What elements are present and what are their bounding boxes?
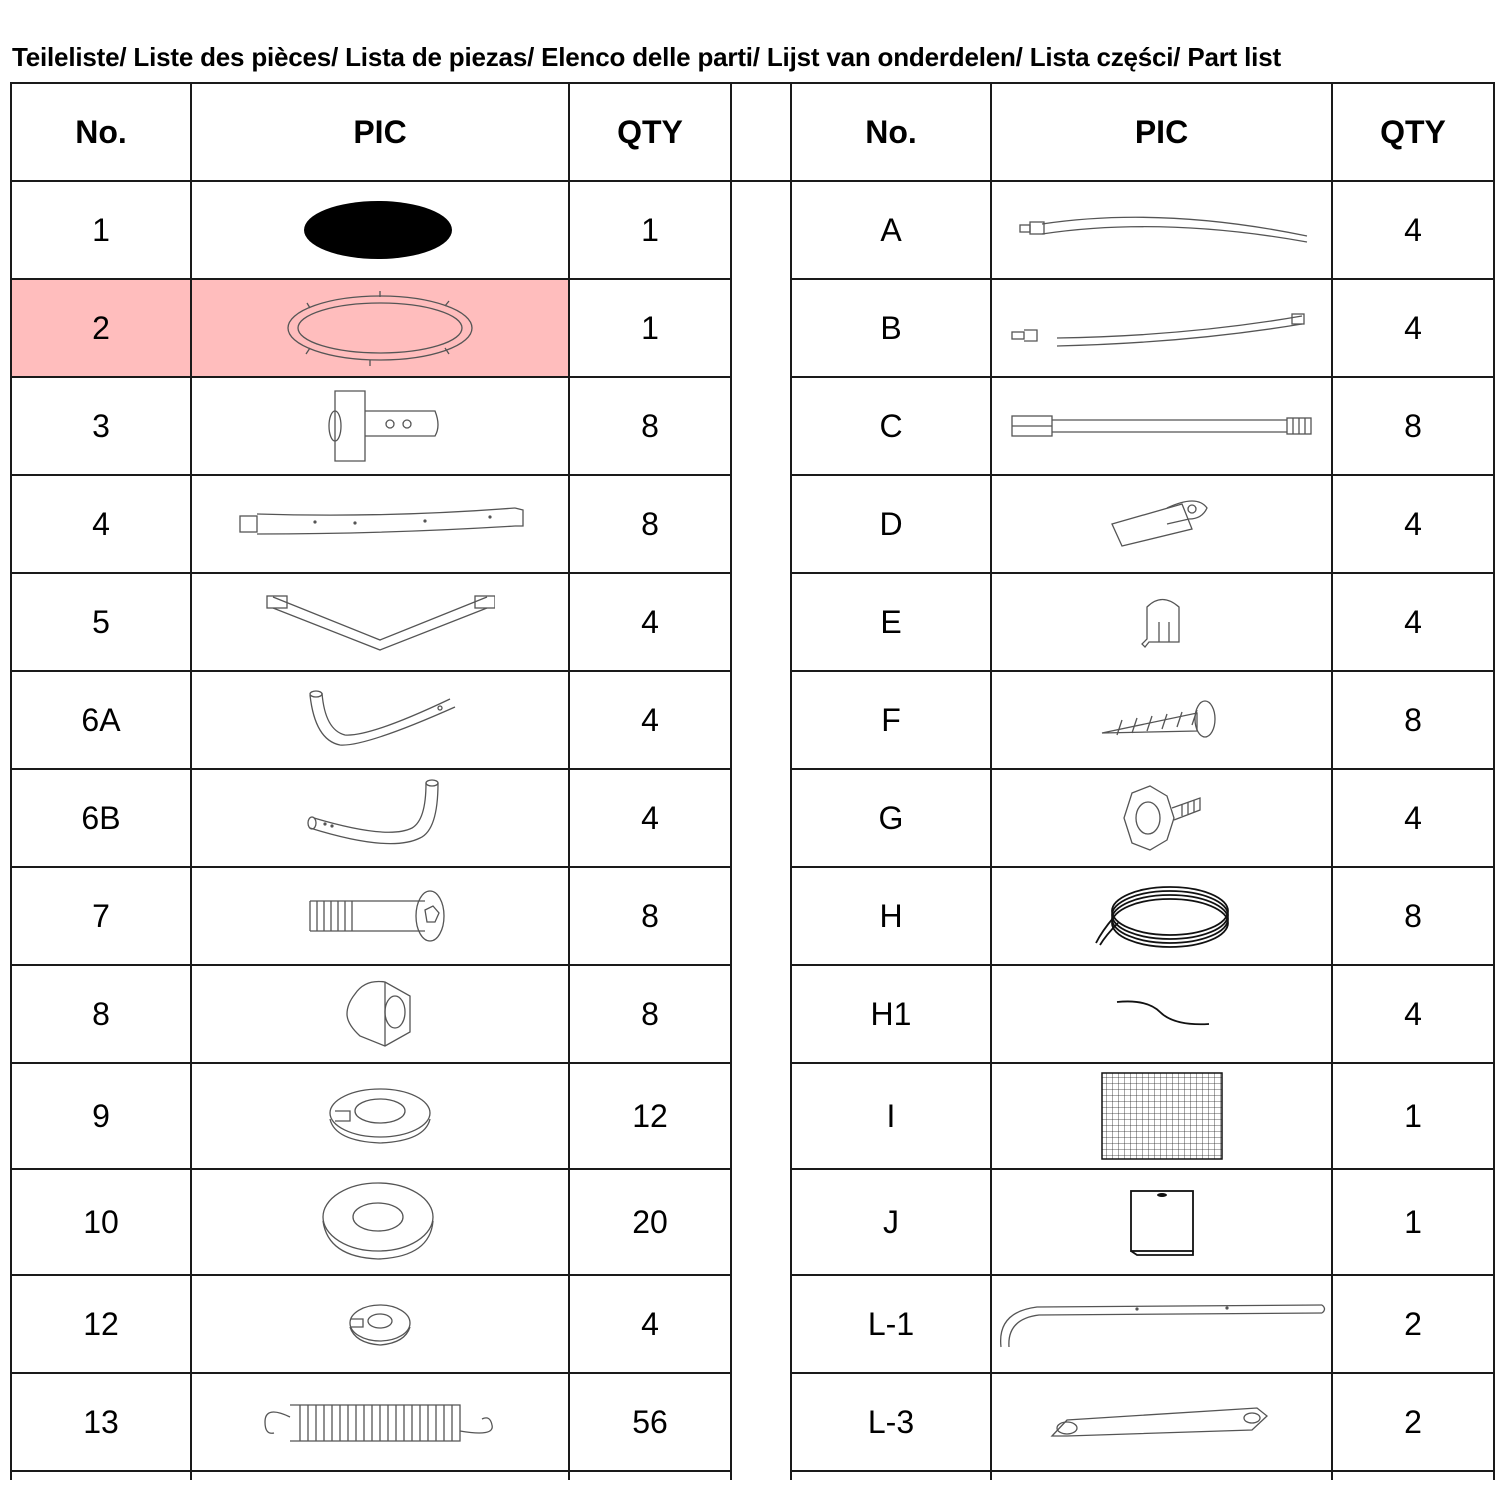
part-picture [191,475,569,573]
header-no: No. [791,83,991,181]
part-quantity: 4 [569,769,731,867]
part-quantity: 4 [1332,279,1494,377]
part-picture [191,279,569,377]
part-quantity: 2 [1332,1275,1494,1373]
part-quantity: 4 [569,671,731,769]
part-picture [991,279,1332,377]
part-number: 9 [11,1063,191,1169]
part-number: J [791,1169,991,1275]
table-row [11,671,1494,769]
part-picture [991,965,1332,1063]
small-washer-icon [345,1299,415,1349]
table-row [11,377,1494,475]
part-picture [991,867,1332,965]
part-number: 10 [11,1169,191,1275]
bent-tube-a-icon [295,685,465,755]
part-number: 2 [11,279,191,377]
parts-table [10,82,1495,1480]
header-pic: PIC [991,83,1332,181]
table-row [11,181,1494,279]
part-picture [991,573,1332,671]
part-number: C [791,377,991,475]
part-number: B [791,279,991,377]
part-picture [191,1373,569,1471]
end-cap-icon [1137,592,1187,652]
bent-tube-b-icon [300,778,460,858]
table-row [11,1169,1494,1275]
part-quantity: 4 [1332,769,1494,867]
part-quantity: 4 [1332,965,1494,1063]
part-picture [991,1063,1332,1169]
part-picture [991,475,1332,573]
part-quantity: 1 [1332,1063,1494,1169]
part-number: 6A [11,671,191,769]
spring-icon [260,1397,500,1447]
part-picture [191,965,569,1063]
part-number: H [791,867,991,965]
part-picture [191,573,569,671]
part-picture [191,1169,569,1275]
frame-tube-icon [235,504,525,544]
t-connector-icon [315,381,445,471]
part-quantity: 4 [1332,475,1494,573]
table-row [11,1063,1494,1169]
mat-icon [300,195,460,265]
part-quantity: 1 [569,181,731,279]
part-picture [991,769,1332,867]
part-picture [991,181,1332,279]
part-number: 6B [11,769,191,867]
short-bar-icon [1047,1402,1277,1442]
pad-ring-icon [280,288,480,368]
table-row [11,1373,1494,1471]
part-quantity: 1 [1332,1169,1494,1275]
part-number: 7 [11,867,191,965]
part-quantity: 1 [569,279,731,377]
header-no: No. [11,83,191,181]
part-quantity: 8 [569,965,731,1063]
part-number: 13 [11,1373,191,1471]
net-icon [1100,1071,1224,1161]
curved-pole-b-icon [1007,308,1317,348]
column-gap [731,83,791,181]
knob-icon [1112,778,1212,858]
nut-icon [335,974,425,1054]
part-quantity: 8 [569,475,731,573]
part-quantity: 20 [569,1169,731,1275]
screw-icon [1097,695,1227,745]
table-row [11,1275,1494,1373]
curved-pole-icon [1012,210,1312,250]
v-leg-icon [265,592,495,652]
wire-icon [1112,994,1212,1034]
part-quantity: 12 [569,1063,731,1169]
part-picture [191,867,569,965]
part-number: 12 [11,1275,191,1373]
part-number: G [791,769,991,867]
table-row [11,867,1494,965]
part-number: 5 [11,573,191,671]
part-quantity: 4 [569,573,731,671]
part-picture [191,181,569,279]
part-picture [191,671,569,769]
part-number: F [791,671,991,769]
header-qty: QTY [1332,83,1494,181]
part-quantity: 4 [1332,181,1494,279]
straight-rod-icon [1007,411,1317,441]
part-number: A [791,181,991,279]
part-picture [191,769,569,867]
page-title: Teileliste/ Liste des pièces/ Lista de piezas/ Elenco delle parti/ Lijst van onderdelen/ Lista części/ Part list [12,42,1281,72]
part-quantity: 8 [569,867,731,965]
part-picture [191,377,569,475]
part-picture [991,1275,1332,1373]
part-quantity: 2 [1332,1373,1494,1471]
part-quantity: 56 [569,1373,731,1471]
part-number: D [791,475,991,573]
part-picture [991,1373,1332,1471]
part-number: 3 [11,377,191,475]
part-number: 1 [11,181,191,279]
part-picture [991,1169,1332,1275]
header-pic: PIC [191,83,569,181]
part-number: E [791,573,991,671]
part-number: H1 [791,965,991,1063]
part-number: I [791,1063,991,1169]
part-picture [991,671,1332,769]
part-quantity: 4 [1332,573,1494,671]
part-quantity: 8 [1332,671,1494,769]
flat-washer-icon [320,1177,440,1267]
table-row-partial [11,1471,1494,1480]
part-number: L-1 [791,1275,991,1373]
table-row [11,965,1494,1063]
part-number: 4 [11,475,191,573]
part-quantity: 4 [569,1275,731,1373]
part-picture [191,1275,569,1373]
table-header-row [11,83,1494,181]
bolt-icon [305,886,455,946]
part-number: 8 [11,965,191,1063]
part-picture [991,377,1332,475]
part-quantity: 8 [1332,377,1494,475]
part-number: L-3 [791,1373,991,1471]
part-quantity: 8 [569,377,731,475]
table-row [11,769,1494,867]
cord-coil-icon [1092,881,1232,951]
panel-icon [1127,1187,1197,1257]
part-quantity: 8 [1332,867,1494,965]
header-qty: QTY [569,83,731,181]
clip-icon [1107,494,1217,554]
table-row-highlighted [11,279,1494,377]
table-row [11,573,1494,671]
part-picture [191,1063,569,1169]
table-row [11,475,1494,573]
spring-washer-icon [325,1081,435,1151]
long-bent-tube-icon [997,1297,1327,1352]
